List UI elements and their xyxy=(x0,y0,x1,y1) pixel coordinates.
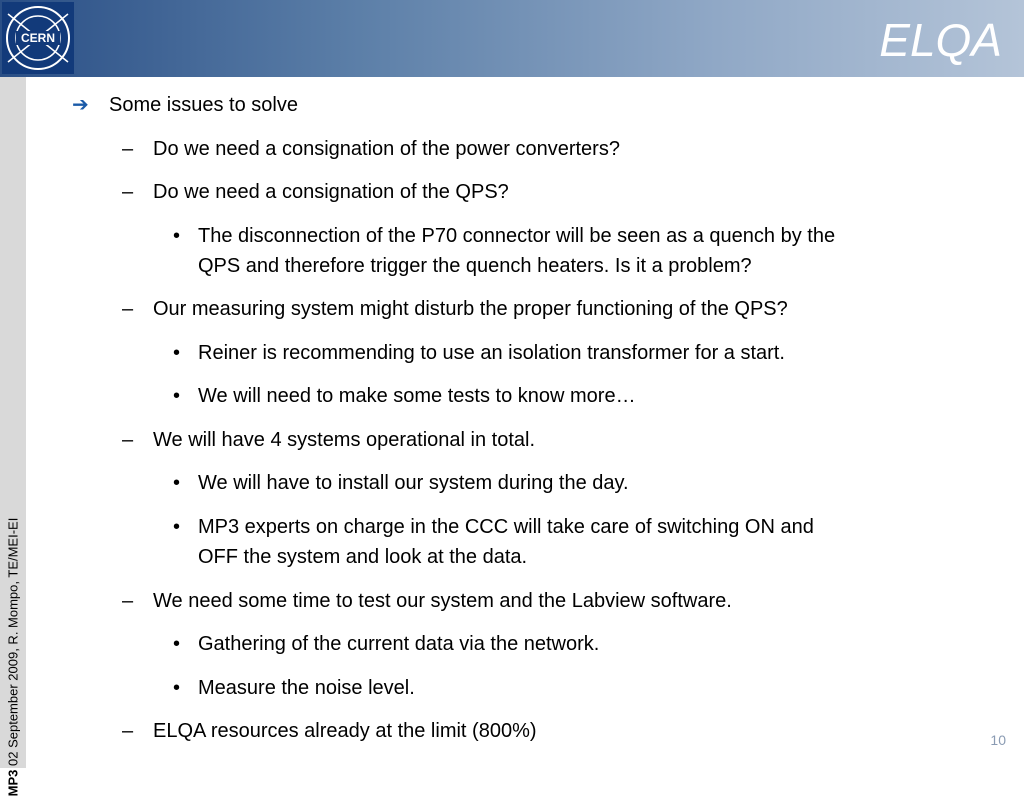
sidebar-label-rest: 02 September 2009, R. Mompo, TE/MEI-EI xyxy=(5,517,21,770)
list-item: Our measuring system might disturb the proper functioning of the QPS? xyxy=(153,298,788,320)
list-item: Do we need a consignation of the QPS? xyxy=(153,181,509,203)
list-item: Measure the noise level. xyxy=(198,677,415,699)
slide-title: ELQA xyxy=(879,14,1002,66)
list-item: We need some time to test our system and the Labview software. xyxy=(153,590,732,612)
sidebar xyxy=(0,77,26,796)
cern-logo-icon xyxy=(2,2,74,74)
dash-marker: – xyxy=(122,181,134,203)
bullet-marker: • xyxy=(173,342,181,364)
dash-marker: – xyxy=(122,298,134,320)
slide-header xyxy=(0,0,1024,77)
list-item-continuation: QPS and therefore trigger the quench heaters. Is it a problem? xyxy=(198,255,752,277)
dash-marker: – xyxy=(122,590,134,612)
bullet-marker: • xyxy=(173,472,181,494)
list-item: MP3 experts on charge in the CCC will take care of switching ON and xyxy=(198,516,814,538)
list-item: We will have 4 systems operational in total. xyxy=(153,429,536,451)
page-number: 10 xyxy=(990,732,1006,748)
list-item-continuation: OFF the system and look at the data. xyxy=(198,546,528,568)
list-item: ELQA resources already at the limit (800%) xyxy=(153,720,537,742)
cern-logo-text: CERN xyxy=(20,31,56,45)
dash-marker: – xyxy=(122,429,134,451)
bullet-marker: • xyxy=(173,677,181,699)
list-item: The disconnection of the P70 connector will be seen as a quench by the xyxy=(198,225,836,247)
bullet-marker: • xyxy=(173,385,181,407)
list-item: Do we need a consignation of the power converters? xyxy=(153,138,620,160)
cern-logo xyxy=(2,2,74,74)
dash-marker: – xyxy=(122,720,134,742)
list-item: We will need to make some tests to know more… xyxy=(198,385,636,407)
arrow-right-icon: ➔ xyxy=(72,94,89,116)
list-item: We will have to install our system during the day. xyxy=(198,472,629,494)
list-item: Gathering of the current data via the network. xyxy=(198,633,600,655)
sidebar-footer-label xyxy=(6,518,21,796)
main-bullet: Some issues to solve xyxy=(109,94,298,116)
dash-marker: – xyxy=(122,138,134,160)
bullet-marker: • xyxy=(173,225,181,247)
sidebar-label-bold: MP3 xyxy=(5,769,21,796)
list-item: Reiner is recommending to use an isolation transformer for a start. xyxy=(198,342,785,364)
bullet-marker: • xyxy=(173,633,181,655)
bullet-marker: • xyxy=(173,516,181,538)
